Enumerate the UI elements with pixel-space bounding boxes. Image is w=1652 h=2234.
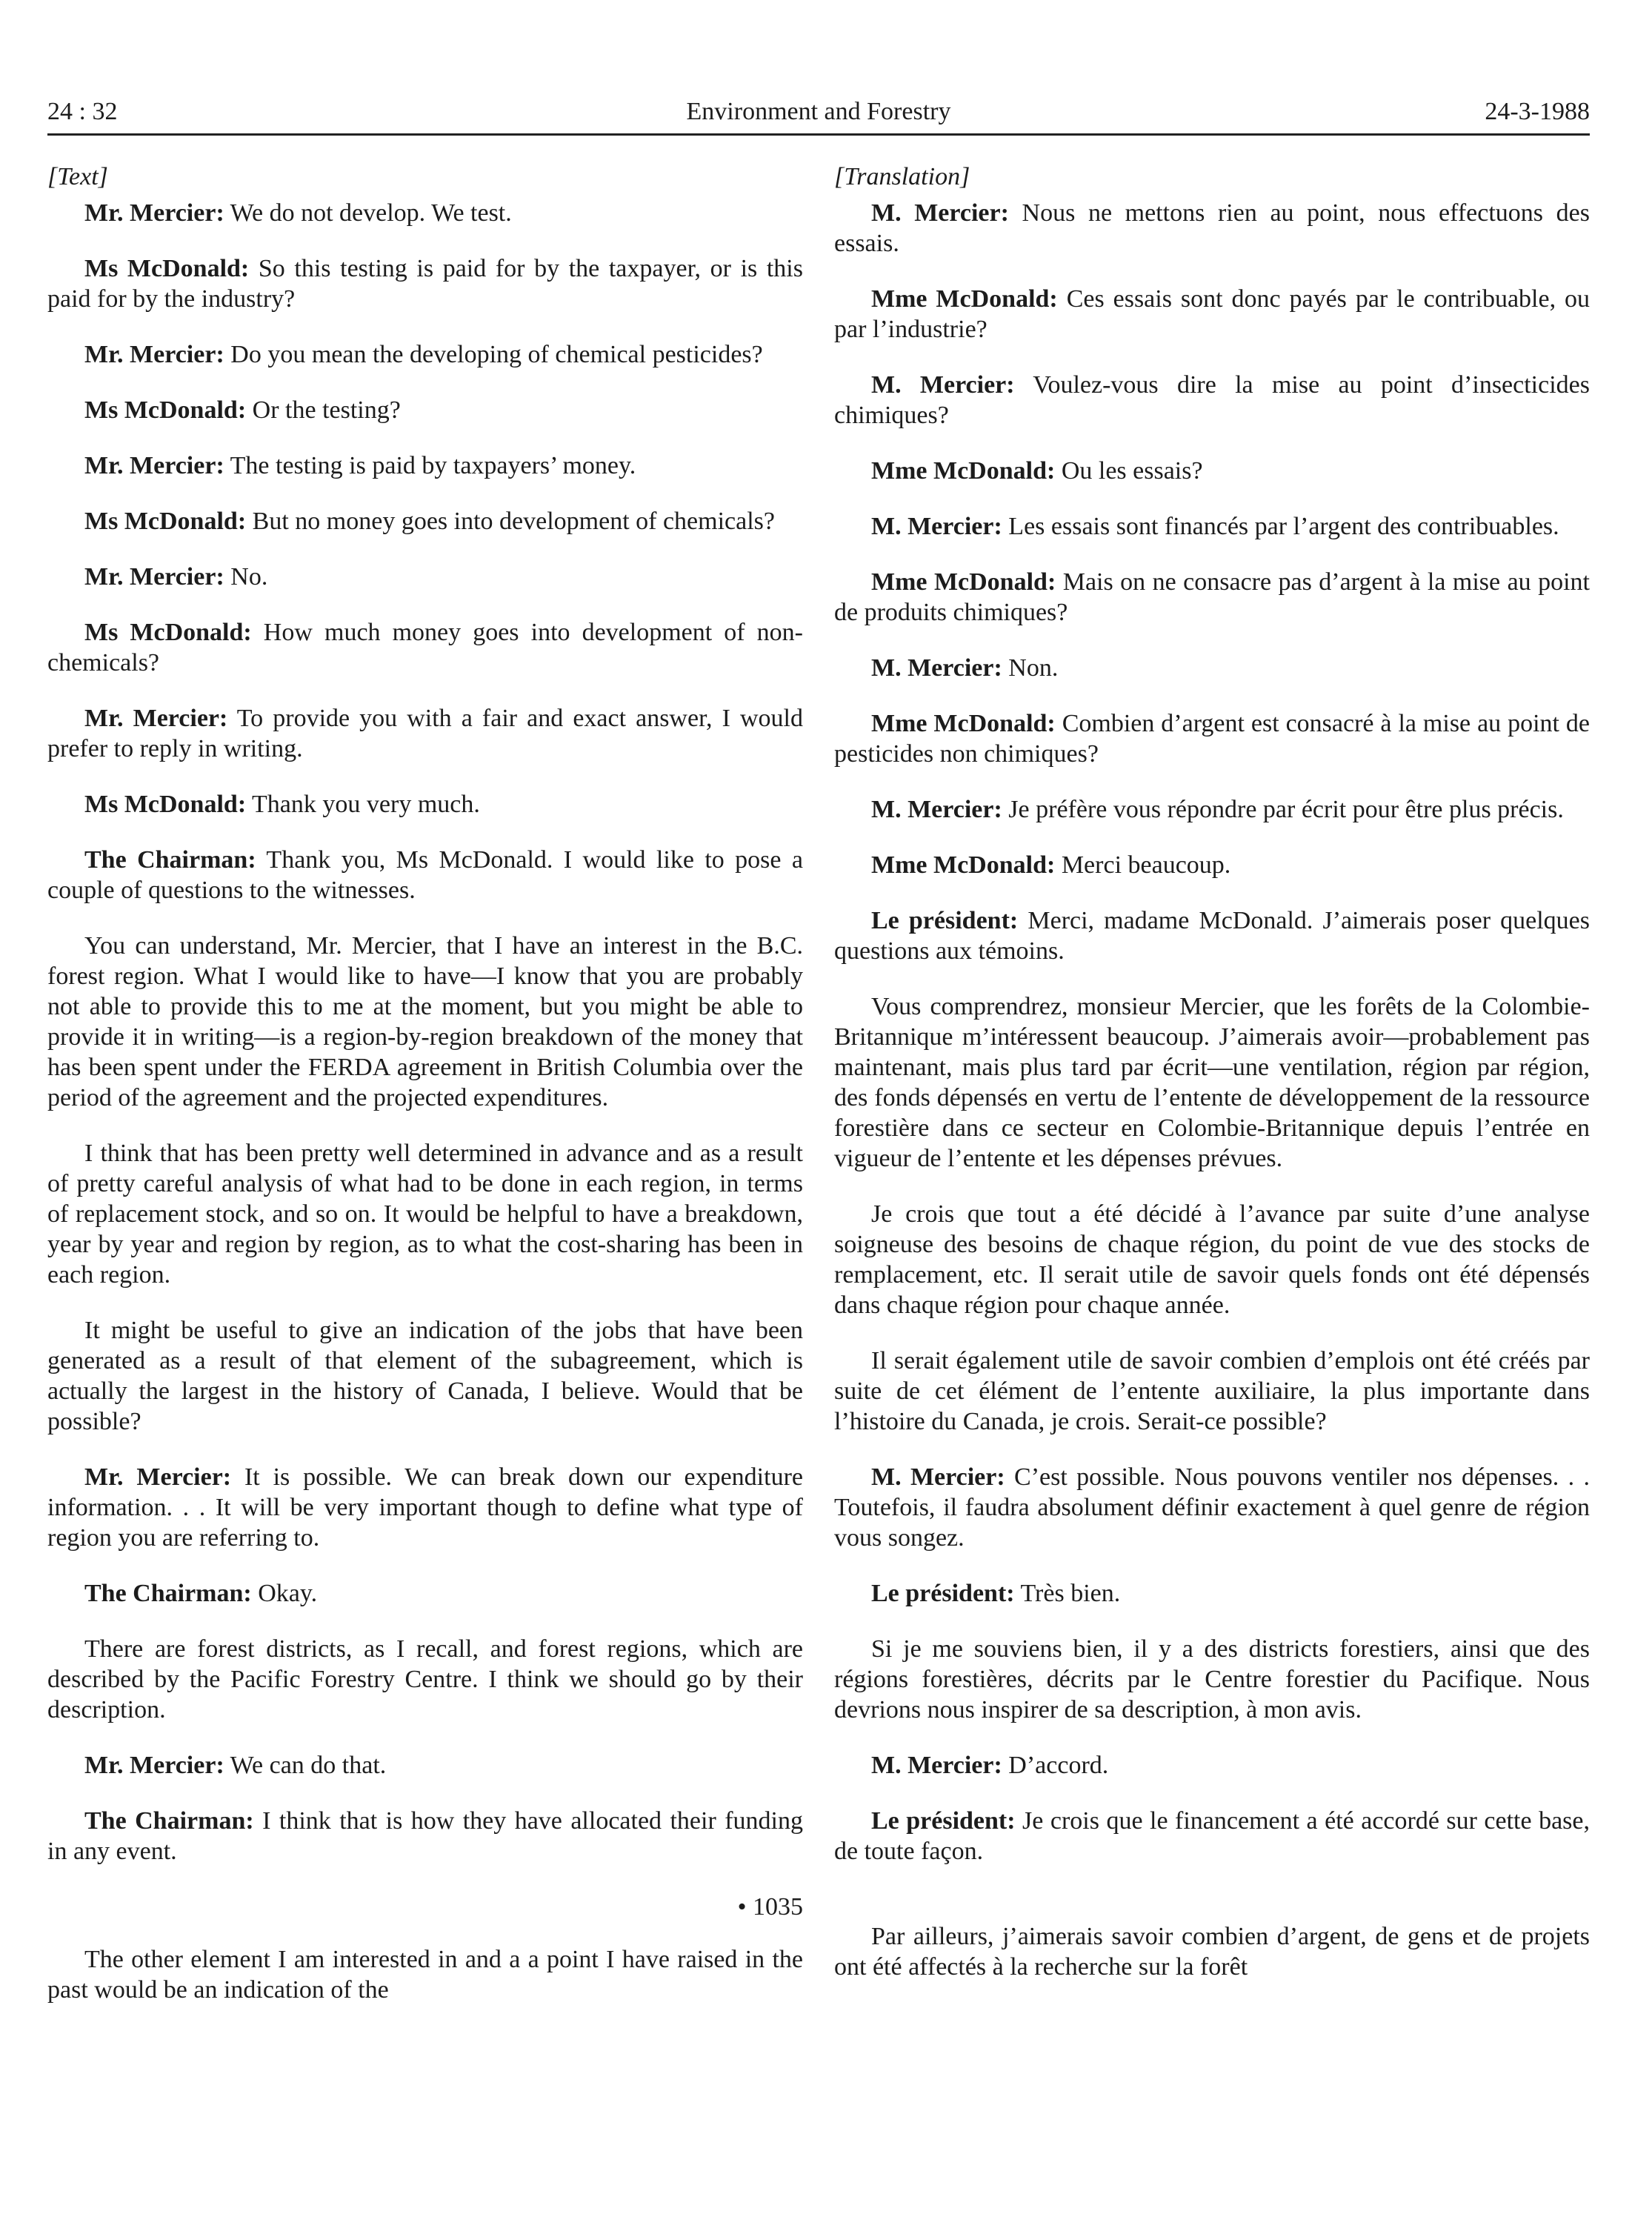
- paragraph: [834, 1806, 1590, 1866]
- paragraph-text: Merci, madame McDonald. J’aimerais poser quelques questions aux témoins.: [834, 907, 1591, 965]
- speaker-name: Mr. Mercier:: [84, 341, 224, 368]
- paragraph: [834, 284, 1590, 345]
- paragraph-text: Si je me souviens bien, il y a des districts forestiers, ainsi que des régions forestières, décrits par le Centre forestier du Pacifique. Nous devrions nous inspirer de sa description, à mon avis.: [834, 1635, 1590, 1723]
- paragraph-text: It might be useful to give an indication of the jobs that have been generated as a result of that element of the subagreement, which is actually the largest in the history of Canada, I believe. Would that be possible?: [47, 1317, 803, 1435]
- paragraph-text: We can do that.: [224, 1752, 387, 1779]
- paragraph: [47, 1750, 803, 1781]
- speaker-name: M. Mercier:: [871, 513, 1002, 540]
- paragraph: [834, 370, 1590, 430]
- paragraph-text: I think that is how they have allocated their funding in any event.: [47, 1807, 803, 1865]
- paragraph-text: You can understand, Mr. Mercier, that I have an interest in the B.C. forest region. What I would like to have—I know that you are probably not able to provide this to me at the moment, but you might be able to provide it in writing—is a region-by-region breakdown of the money that has been spent under the FERDA agreement in British Columbia over the period of the agreement and the projected expenditures.: [47, 932, 803, 1111]
- speaker-name: Mme McDonald:: [871, 851, 1056, 879]
- speaker-name: M. Mercier:: [871, 654, 1002, 682]
- speaker-name: M. Mercier:: [871, 796, 1002, 823]
- paragraph: [834, 653, 1590, 683]
- speaker-name: M. Mercier:: [871, 1752, 1002, 1779]
- paragraph-text: Or the testing?: [246, 396, 401, 424]
- speaker-name: Mr. Mercier:: [84, 452, 224, 479]
- speaker-name: Ms McDonald:: [84, 619, 252, 646]
- issue-date: 24-3-1988: [1485, 98, 1590, 125]
- paragraph-text: We do not develop. We test.: [224, 199, 512, 227]
- speaker-name: M. Mercier:: [871, 1463, 1005, 1491]
- paragraph-text: Vous comprendrez, monsieur Mercier, que les forêts de la Colombie-Britannique m’intéressent beaucoup. J’aimerais avoir—probablement pas maintenant, mais plus tard par écrit—une ventilation, région par région, des fonds dépensés en vertu de l’entente de développement de la ressource forestière dans ce secteur en Colombie-Britannique depuis l’entrée en vigueur de l’entente et les dépenses prévues.: [834, 993, 1590, 1172]
- speaker-name: M. Mercier:: [871, 371, 1015, 399]
- paragraph: [47, 1806, 803, 1866]
- paragraph-text: Voulez-vous dire la mise au point d’insecticides chimiques?: [834, 371, 1590, 429]
- paragraph: [47, 931, 803, 1113]
- paragraph-text: Je préfère vous répondre par écrit pour être plus précis.: [1002, 796, 1564, 823]
- paragraph: [834, 511, 1590, 542]
- publication-title: Environment and Forestry: [686, 98, 951, 125]
- paragraph-text: Mais on ne consacre pas d’argent à la mise au point de produits chimiques?: [834, 568, 1590, 626]
- paragraph: [834, 905, 1590, 966]
- paragraph: [834, 1346, 1590, 1437]
- paragraph-text: Combien d’argent est consacré à la mise au point de pesticides non chimiques?: [834, 710, 1591, 768]
- paragraph-text: How much money goes into development of non-chemicals?: [47, 619, 803, 676]
- paragraph: Par ailleurs, j’aimerais savoir combien d’argent, de gens et de projets ont été affectés à la recherche sur la forêt: [834, 1923, 1590, 1981]
- paragraph: [834, 1462, 1590, 1553]
- paragraph: [47, 1315, 803, 1437]
- speaker-name: Ms McDonald:: [84, 396, 247, 424]
- paragraph: [47, 339, 803, 370]
- paragraph: [47, 506, 803, 536]
- french-column: [834, 162, 1590, 2007]
- paragraph: [47, 617, 803, 678]
- paragraph: [834, 456, 1590, 486]
- paragraph: [834, 991, 1590, 1174]
- paragraph: The other element I am interested in and a a point I have raised in the past would be an indication of the: [47, 1946, 803, 2004]
- paragraph: [47, 1138, 803, 1290]
- paragraph-text: Nous ne mettons rien au point, nous effectuons des essais.: [834, 199, 1590, 257]
- paragraph-text: But no money goes into development of chemicals?: [246, 508, 775, 535]
- paragraph-text: So this testing is paid for by the taxpayer, or is this paid for by the industry?: [47, 255, 803, 313]
- speaker-name: Mr. Mercier:: [84, 1463, 232, 1491]
- column-label: [Translation]: [834, 163, 970, 190]
- paragraph-text: Très bien.: [1014, 1580, 1121, 1607]
- speaker-name: Mme McDonald:: [871, 568, 1056, 596]
- paragraph-text: It is possible. We can break down our expenditure information. . . It will be very important though to define what type of region you are referring to.: [47, 1463, 803, 1552]
- speaker-name: Mme McDonald:: [871, 285, 1058, 313]
- speaker-name: The Chairman:: [84, 1807, 254, 1835]
- speaker-name: The Chairman:: [84, 846, 256, 874]
- page-number: 24 : 32: [47, 98, 118, 125]
- speaker-name: Mme McDonald:: [871, 710, 1056, 737]
- speaker-name: M. Mercier:: [871, 199, 1009, 227]
- paragraph-text: Il serait également utile de savoir combien d’emplois ont été créés par suite de cet élément de l’entente auxiliaire, la plus importante dans l’histoire du Canada, je crois. Serait-ce possible?: [834, 1347, 1590, 1435]
- paragraph-text: Do you mean the developing of chemical pesticides?: [224, 341, 763, 368]
- column-label: [Text]: [47, 163, 108, 190]
- paragraph: [834, 708, 1590, 769]
- paragraph: [834, 1199, 1590, 1320]
- speaker-name: Ms McDonald:: [84, 791, 247, 818]
- speaker-name: Mme McDonald:: [871, 457, 1056, 485]
- paragraph: [47, 451, 803, 481]
- paragraph-text: The testing is paid by taxpayers’ money.: [224, 452, 636, 479]
- paragraph-text: To provide you with a fair and exact answer, I would prefer to reply in writing.: [47, 705, 803, 762]
- paragraph: [47, 253, 803, 314]
- paragraph-text: C’est possible. Nous pouvons ventiler nos dépenses. . . Toutefois, il faudra absolument définir exactement à quel genre de région vous songez.: [834, 1463, 1590, 1552]
- paragraph: [834, 850, 1590, 880]
- paragraph-text: D’accord.: [1002, 1752, 1109, 1779]
- paragraph-text: Ces essais sont donc payés par le contribuable, ou par l’industrie?: [834, 285, 1591, 343]
- paragraph-text: Ou les essais?: [1055, 457, 1203, 485]
- paragraph-text: No.: [224, 563, 268, 591]
- paragraph-text: Non.: [1002, 654, 1059, 682]
- speaker-name: Ms McDonald:: [84, 508, 247, 535]
- paragraph: [47, 1462, 803, 1553]
- paragraph-text: There are forest districts, as I recall, and forest regions, which are described by the Pacific Forestry Centre. I think we should go by their description.: [47, 1635, 803, 1723]
- paragraph: [47, 703, 803, 764]
- paragraph: [834, 1634, 1590, 1725]
- paragraph: [47, 198, 803, 228]
- paragraph: [834, 794, 1590, 825]
- paragraph: [47, 1634, 803, 1725]
- english-column: [47, 162, 803, 2030]
- paragraph: [834, 567, 1590, 628]
- speaker-name: Mr. Mercier:: [84, 199, 224, 227]
- speaker-name: Mr. Mercier:: [84, 1752, 224, 1779]
- paragraph: [47, 789, 803, 820]
- paragraph: [834, 198, 1590, 259]
- paragraph-text: I think that has been pretty well determined in advance and as a result of pretty careful analysis of what had to be done in each region, in terms of replacement stock, and so on. It would be helpful to have a breakdown, year by year and region by region, as to what the cost-sharing has been in each region.: [47, 1140, 803, 1289]
- paragraph-text: Je crois que le financement a été accordé sur cette base, de toute façon.: [834, 1807, 1590, 1865]
- paragraph: [834, 1578, 1590, 1609]
- speaker-name: Le président:: [871, 907, 1019, 934]
- speaker-name: The Chairman:: [84, 1580, 252, 1607]
- time-stamp: • 1035: [737, 1893, 803, 1921]
- paragraph-text: Je crois que tout a été décidé à l’avance par suite d’une analyse soigneuse des besoins de chaque région, du point de vue des stocks de remplacement, etc. Il serait utile de savoir quels fonds ont été dépensés dans chaque région pour chaque année.: [834, 1200, 1590, 1319]
- paragraph-text: Les essais sont financés par l’argent des contribuables.: [1002, 513, 1559, 540]
- paragraph: [47, 562, 803, 592]
- paragraph: [47, 395, 803, 425]
- paragraph-text: Thank you very much.: [246, 791, 480, 818]
- paragraph-text: Okay.: [251, 1580, 318, 1607]
- paragraph: [47, 845, 803, 905]
- paragraph-text: Merci beaucoup.: [1055, 851, 1231, 879]
- speaker-name: Ms McDonald:: [84, 255, 250, 282]
- paragraph-text: Thank you, Ms McDonald. I would like to pose a couple of questions to the witnesses.: [47, 846, 803, 904]
- speaker-name: Mr. Mercier:: [84, 563, 224, 591]
- paragraph: [834, 1750, 1590, 1781]
- speaker-name: Le président:: [871, 1807, 1016, 1835]
- page-header: [47, 95, 1590, 136]
- speaker-name: Mr. Mercier:: [84, 705, 228, 732]
- speaker-name: Le président:: [871, 1580, 1015, 1607]
- paragraph: [47, 1578, 803, 1609]
